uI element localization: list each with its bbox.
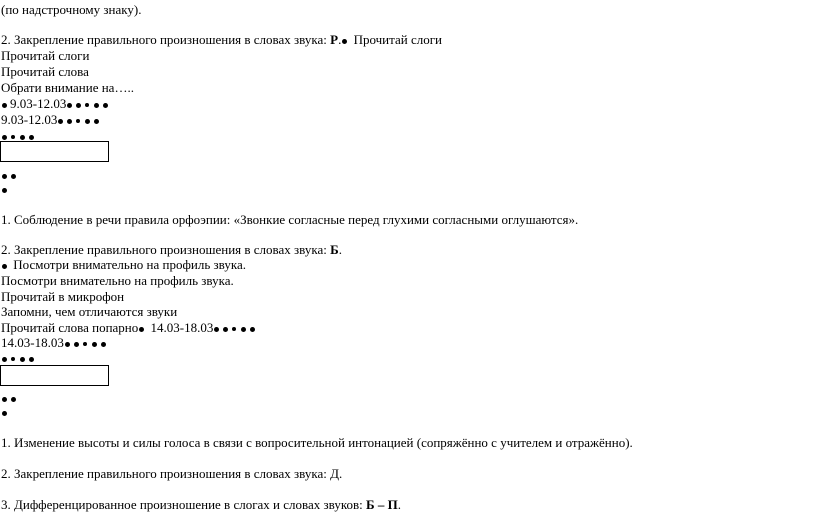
bullet-icon bbox=[11, 174, 16, 179]
bullet-icon bbox=[2, 357, 7, 362]
bullet-icon bbox=[74, 342, 79, 347]
bullet-icon bbox=[83, 342, 87, 346]
paragraph-s2-2-text: 2. Закрепление правильного произношения в словах звука: bbox=[1, 242, 331, 257]
bullet-icon bbox=[2, 411, 7, 416]
line-dates-s1-b bbox=[1, 112, 102, 128]
empty-frame bbox=[0, 365, 109, 386]
look-profile-text: Посмотри внимательно на профиль звука. bbox=[10, 257, 246, 272]
dates-text: 9.03-12.03 bbox=[10, 96, 67, 111]
bullet-icon bbox=[214, 327, 219, 332]
paragraph-s2-1: 1. Соблюдение в речи правила орфоэпии: «Звонкие согласные перед глухими согласными оглушаются». bbox=[1, 212, 579, 227]
line-read-words: Прочитай слова bbox=[1, 64, 89, 79]
paragraph-s2-2-period: . bbox=[338, 242, 342, 257]
bullet-icon bbox=[67, 103, 72, 108]
bullet-icon bbox=[2, 264, 7, 269]
bullet-icon bbox=[29, 135, 34, 140]
bullet-icon bbox=[241, 327, 246, 332]
line-pairs bbox=[1, 320, 258, 336]
bullet-icon bbox=[2, 397, 7, 402]
paragraph-s3-2: 2. Закрепление правильного произношения в словах звука: Д. bbox=[1, 466, 343, 481]
paragraph-s3-3-text: 3. Дифференцированное произношение в слогах и словах звуков: bbox=[1, 497, 366, 512]
line-read-syllables: Прочитай слоги bbox=[1, 48, 90, 63]
paragraph-s1-2-text: 2. Закрепление правильного произношения в словах звука: bbox=[1, 32, 331, 47]
line-dates-s2 bbox=[1, 335, 109, 351]
bullet-icon bbox=[20, 135, 25, 140]
line-look-profile-b: Посмотри внимательно на профиль звука. bbox=[1, 273, 234, 288]
bullet-icon bbox=[58, 119, 63, 124]
bullet-icon bbox=[94, 103, 99, 108]
bullet-icon bbox=[85, 103, 89, 107]
bullet-icon bbox=[92, 342, 97, 347]
bullet-icon bbox=[2, 103, 7, 108]
line-look-profile-a bbox=[1, 257, 246, 273]
paragraph-s2-2 bbox=[1, 242, 342, 258]
bullet-icon bbox=[11, 135, 15, 139]
bullet-icon bbox=[76, 103, 81, 108]
bullet-icon bbox=[342, 39, 347, 44]
sound-b: Б bbox=[330, 242, 339, 257]
sounds-b-p: Б – П bbox=[366, 497, 398, 512]
bullet-icon bbox=[232, 327, 236, 331]
bullet-icon bbox=[29, 357, 34, 362]
bullet-icon bbox=[2, 135, 7, 140]
dates-text: 14.03-18.03 bbox=[150, 320, 214, 335]
paragraph-s1-2-tail: Прочитай слоги bbox=[350, 32, 442, 47]
paragraph-s3-1: 1. Изменение высоты и силы голоса в связи с вопросительной интонацией (сопряжённо с учителем и отражённо). bbox=[1, 435, 633, 450]
bullet-icon bbox=[139, 327, 144, 332]
paragraph-s1-2-period: . bbox=[338, 32, 342, 47]
dates-text: 14.03-18.03 bbox=[1, 335, 64, 350]
bullet-icon bbox=[85, 119, 90, 124]
bullet-icon bbox=[2, 188, 7, 193]
line-dot-s2-c bbox=[1, 404, 10, 420]
bullet-icon bbox=[103, 103, 108, 108]
bullet-icon bbox=[65, 342, 70, 347]
line-dates-s1-a bbox=[1, 96, 111, 112]
sound-r: Р bbox=[330, 32, 339, 47]
line-attention: Обрати внимание на….. bbox=[1, 80, 134, 95]
paragraph-s1-2 bbox=[1, 32, 442, 48]
line-remember: Запомни, чем отличаются звуки bbox=[1, 304, 178, 319]
line-dots-s2 bbox=[1, 350, 37, 366]
dates-text: 9.03-12.03 bbox=[1, 112, 58, 127]
empty-frame bbox=[0, 141, 109, 162]
bullet-icon bbox=[250, 327, 255, 332]
paragraph-top: (по надстрочному знаку). bbox=[1, 2, 142, 17]
paragraph-s3-3-period: . bbox=[397, 497, 401, 512]
bullet-icon bbox=[101, 342, 106, 347]
bullet-icon bbox=[67, 119, 72, 124]
bullet-icon bbox=[11, 357, 15, 361]
bullet-icon bbox=[11, 397, 16, 402]
bullet-icon bbox=[20, 357, 25, 362]
line-mic: Прочитай в микрофон bbox=[1, 289, 125, 304]
bullet-icon bbox=[2, 174, 7, 179]
bullet-icon bbox=[94, 119, 99, 124]
bullet-icon bbox=[76, 119, 80, 123]
line-dot-s1-c bbox=[1, 181, 10, 197]
bullet-icon bbox=[223, 327, 228, 332]
pairs-text: Прочитай слова попарно bbox=[1, 320, 139, 335]
